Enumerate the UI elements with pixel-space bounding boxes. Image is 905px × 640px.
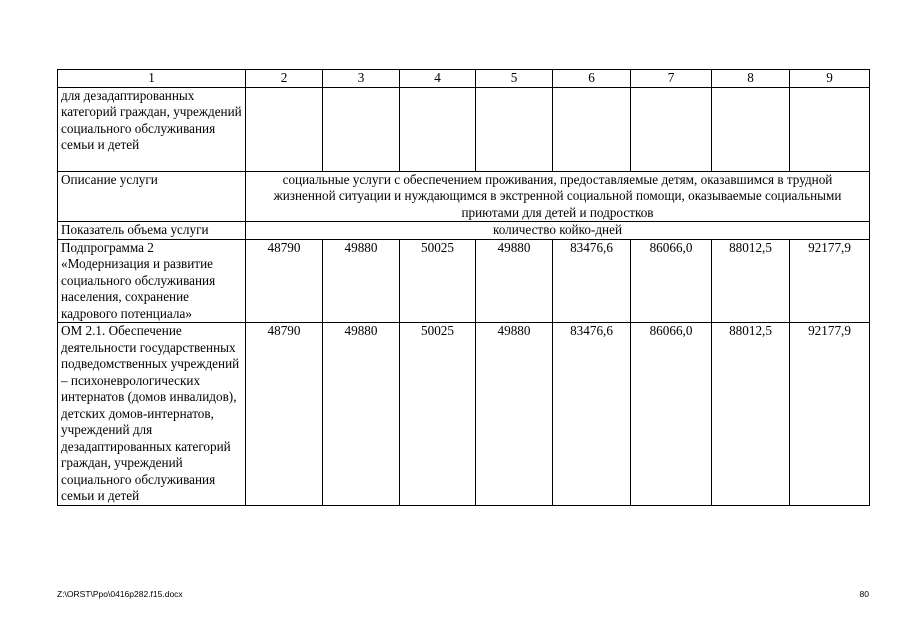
- empty-cell: [631, 87, 712, 171]
- empty-cell: [323, 87, 400, 171]
- file-path: Z:\ORST\Ppo\0416p282.f15.docx: [57, 589, 183, 599]
- column-number: 5: [476, 70, 553, 88]
- service-description: социальные услуги с обеспечением проживания, предоставляемые детям, оказавшимся в трудной жизненной ситуации и нуждающимся в экстренной социальной помощи, оказываемые социальными приютами для детей и подростков: [246, 171, 870, 222]
- empty-cell: [790, 87, 870, 171]
- column-number: 1: [58, 70, 246, 88]
- value-cell: 48790: [246, 323, 323, 506]
- table-row: [58, 239, 870, 323]
- value-cell: 50025: [400, 323, 476, 506]
- value-cell: 49880: [476, 239, 553, 323]
- column-number: 9: [790, 70, 870, 88]
- row-label: для дезадаптированных категорий граждан, учреждений социального обслуживания семьи и детей: [58, 87, 246, 171]
- column-number: 3: [323, 70, 400, 88]
- page-number: 80: [859, 589, 869, 599]
- value-cell: 48790: [246, 239, 323, 323]
- empty-cell: [712, 87, 790, 171]
- value-cell: 50025: [400, 239, 476, 323]
- table-row: [58, 87, 870, 171]
- volume-indicator: количество койко-дней: [246, 222, 870, 240]
- column-number: 2: [246, 70, 323, 88]
- value-cell: 88012,5: [712, 323, 790, 506]
- empty-cell: [553, 87, 631, 171]
- empty-cell: [400, 87, 476, 171]
- value-cell: 92177,9: [790, 323, 870, 506]
- value-cell: 86066,0: [631, 323, 712, 506]
- value-cell: 92177,9: [790, 239, 870, 323]
- table-row: [58, 323, 870, 506]
- row-label: Показатель объема услуги: [58, 222, 246, 240]
- row-label: Описание услуги: [58, 171, 246, 222]
- column-number: 6: [553, 70, 631, 88]
- column-number-row: [58, 70, 870, 88]
- column-number: 8: [712, 70, 790, 88]
- value-cell: 83476,6: [553, 323, 631, 506]
- value-cell: 49880: [323, 239, 400, 323]
- value-cell: 49880: [323, 323, 400, 506]
- table-row: [58, 171, 870, 222]
- budget-table: [57, 69, 870, 506]
- row-label: Подпрограмма 2 «Модернизация и развитие социального обслуживания населения, сохранение кадрового потенциала»: [58, 239, 246, 323]
- table-row: [58, 222, 870, 240]
- row-label: ОМ 2.1. Обеспечение деятельности государственных подведомственных учреждений – психоневрологических интернатов (домов инвалидов), детских домов-интернатов, учреждений для дезадаптированных категорий граждан, учреждений социального обслуживания семьи и детей: [58, 323, 246, 506]
- value-cell: 83476,6: [553, 239, 631, 323]
- value-cell: 49880: [476, 323, 553, 506]
- column-number: 7: [631, 70, 712, 88]
- column-number: 4: [400, 70, 476, 88]
- empty-cell: [246, 87, 323, 171]
- value-cell: 86066,0: [631, 239, 712, 323]
- value-cell: 88012,5: [712, 239, 790, 323]
- empty-cell: [476, 87, 553, 171]
